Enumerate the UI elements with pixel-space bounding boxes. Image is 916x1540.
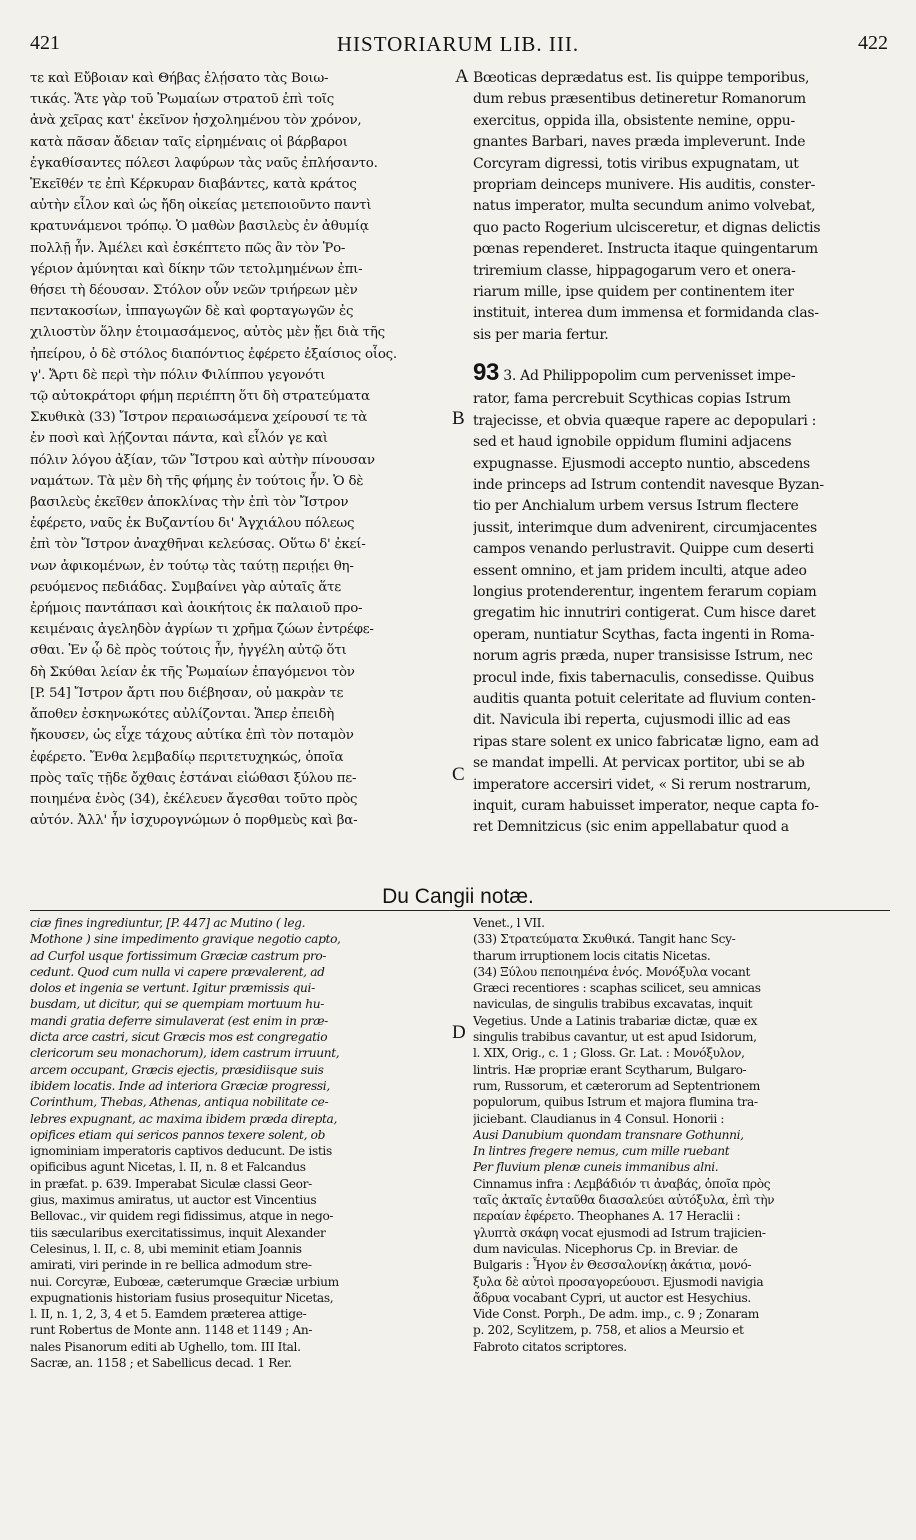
text-line: Ἐκεῖθέν τε ἐπὶ Κέρκυραν διαβάντες, κατὰ κράτος <box>30 177 357 193</box>
text-line: arcem occupant, Græcis ejectis, præsidiisque suis <box>30 1062 324 1077</box>
text-line: Venet., l VII. <box>473 916 545 930</box>
text-line: [P. 54] Ἴστρον ἄρτι που διέβησαν, οὐ μακρὰν τε <box>30 685 344 701</box>
text-line: ἐπὶ τὸν Ἴστρον ἀναχθῆναι κελεύσας. Οὕτω δ' ἐκεί- <box>30 537 366 553</box>
text-line: ἄποθεν ἐσκηνωκότες αὐλίζονται. Ἅπερ ἐπειδὴ <box>30 707 335 723</box>
text-line: αὐτὴν εἷλον καὶ ὡς ἤδη οἰκείας μετεποιοῦντο παντὶ <box>30 198 372 214</box>
text-line: ρευόμενος πεδιάδας. Συμβαίνει γὰρ αὐταῖς ἅτε <box>30 579 341 595</box>
latin-paragraph-a <box>473 68 889 346</box>
text-line: δὴ Σκύθαι λείαν ἐκ τῆς Ῥωμαίων ἐπαγόμενοι τὸν <box>30 664 355 680</box>
text-line: γλυπτὰ σκάφη vocat ejusmodi ad Istrum trajicien- <box>473 1225 766 1240</box>
text-line: ibidem locatis. Inde ad interiora Græciæ progressi, <box>30 1078 330 1093</box>
text-line: (34) Ξύλου πεποιημένα ἑνός. Μονόξυλα vocant <box>473 964 751 979</box>
text-line: πόλιν λόγου ἀξίαν, τῶν Ἴστρου καὶ αὐτὴν πίνουσαν <box>30 452 375 468</box>
text-line: sed et haud ignobile oppidum flumini adjacens <box>473 434 792 451</box>
text-line: ἐν ποσὶ καὶ λῄζονται πάντα, καὶ εἷλόν γε καὶ <box>30 431 328 447</box>
text-line: ad Curfol usque fortissimum Græciæ castrum pro- <box>30 948 327 963</box>
text-line: Mothone ) sine impedimento gravique negotio capto, <box>30 932 341 947</box>
text-line: πολλῇ ἦν. Ἀμέλει καὶ ἐσκέπτετο πῶς ἂν τὸν Ῥο- <box>30 240 346 256</box>
text-line: riarum mille, ipse quidem per continentem iter <box>473 284 794 301</box>
text-line: runt Robertus de Monte ann. 1148 et 1149 ; An- <box>30 1323 313 1338</box>
latin-section-start <box>473 360 889 389</box>
text-line: rum, Russorum, et cæterorum ad Septentrionem <box>473 1078 760 1093</box>
text-line: tharum irruptionem locis citatis Nicetas. <box>473 948 711 963</box>
text-line: busdam, ut dicitur, qui se quempiam mortuum hu- <box>30 997 324 1012</box>
text-line: ἠπείρου, ὁ δὲ στόλος διαπόντιος ἐφέρετο ἐξαίσιος οἷος. <box>30 346 397 362</box>
text-line: campos venando perlustravit. Quippe cum deserti <box>473 541 814 558</box>
greek-text-column <box>30 68 458 831</box>
text-line: expugnasse. Ejusmodi accepto nuntio, abscedens <box>473 455 810 472</box>
text-line: τε καὶ Εὔβοιαν καὶ Θήβας ἐλῄσατο τὰς Βοιω- <box>30 71 329 86</box>
text-line: ἐφέρετο, ναῦς ἐκ Βυζαντίου δι' Ἀγχιάλου πόλεως <box>30 516 355 532</box>
text-line: jiciebant. Claudianus in 4 Consul. Honorii : <box>473 1111 725 1126</box>
text-line: πεντακοσίων, ἱππαγωγῶν δὲ καὶ φορταγωγῶν ἐς <box>30 304 354 320</box>
running-header <box>0 32 916 62</box>
text-line: rator, fama percrebuit Scythicas copias Istrum <box>473 391 791 408</box>
text-line: ἐγκαθίσαντες πόλεσι λαφύρων τὰς ναῦς ἐπλήσαντο. <box>30 155 378 171</box>
text-line: ποιημένα ἑνὸς (34), ἐκέλευεν ἄγεσθαι τοῦτο πρὸς <box>30 791 358 807</box>
text-line: norum agris præda, nuper transisisse Istrum, nec <box>473 648 813 665</box>
text-line: longius protenderentur, ingentem ferarum copiam <box>473 583 817 600</box>
text-line: νων ἀφικομένων, ἐν τούτῳ τὰς ταύτῃ περιῄει θη- <box>30 558 354 574</box>
text-line: ναμάτων. Τὰ μὲν δὴ τῆς φήμης ἐν τούτοις ἦν. Ὁ δὲ <box>30 473 364 489</box>
text-line: opifices etiam qui sericos pannos texere solent, ob <box>30 1127 326 1142</box>
text-line: Corcyram digressi, totis viribus expugnatam, ut <box>473 155 799 172</box>
text-line: clericorum seu monachorum), idem castrum irruunt, <box>30 1046 340 1061</box>
text-line: procul inde, fixis tabernaculis, consedisse. Quibus <box>473 669 814 686</box>
margin-letter-c: C <box>452 764 465 785</box>
notes-title: Du Cangii notæ. <box>382 885 534 908</box>
text-line: sis per maria fertur. <box>473 326 609 343</box>
text-line: ταῖς ἀκταῖς ἐνταῦθα διασαλεύει αὐτόξυλα, ἐπὶ τὴν <box>473 1193 775 1208</box>
margin-letter-b: B <box>452 408 465 429</box>
text-line: mandi gratia deferre simulaverat (est enim in præ- <box>30 1013 328 1028</box>
text-line: jussit, interimque dum advenirent, circumjacentes <box>473 519 817 536</box>
latin-section-first-line: 3. Ad Philippopolim cum pervenisset impe- <box>503 368 796 385</box>
text-line: naviculas, de singulis trabibus excavatas, inquit <box>473 997 753 1012</box>
text-line: dolos et ingenia se vertunt. Igitur præmissis qui- <box>30 981 315 996</box>
text-line: περαίαν ἐφέρετο. Theophanes A. 17 Heraclii : <box>473 1209 741 1224</box>
text-line: lintris. Hæ propriæ erant Scytharum, Bulgaro- <box>473 1062 747 1077</box>
text-line: dum naviculas. Nicephorus Cp. in Breviar. de <box>473 1241 738 1256</box>
text-line: natus imperator, multa secundum animo volvebat, <box>473 198 816 215</box>
text-line: ciæ fines ingrediuntur, [P. 447] ac Mutino ( leg. <box>30 916 306 930</box>
text-line: gregatim hic innutriri contigerat. Cum hisce daret <box>473 605 816 622</box>
page-number-left: 421 <box>30 32 60 54</box>
text-line: gnantes Barbari, naves præda impleverunt. Inde <box>473 134 806 151</box>
text-line: se mandat impelli. At pervicax portitor, ubi se ab <box>473 755 805 772</box>
text-line: σθαι. Ἐν ᾧ δὲ πρὸς τούτοις ἦν, ἠγγέλη αὐτῷ ὅτι <box>30 643 347 659</box>
text-line: in præfat. p. 639. Imperabat Siculæ classi Geor- <box>30 1176 312 1191</box>
text-line: χιλιοστὺν ὅλην ἑτοιμασάμενος, αὐτὸς μὲν ᾔει διὰ τῆς <box>30 325 385 341</box>
text-line: l. XIX, Orig., c. 1 ; Gloss. Gr. Lat. : Μονόξυλον, <box>473 1046 745 1061</box>
text-line: ignominiam imperatoris captivos deducunt. De istis <box>30 1144 332 1159</box>
text-line: auditis quanta potuit celeritate ad fluvium conten- <box>473 690 816 707</box>
text-line: ripas stare solent ex unico fabricatæ ligno, eam ad <box>473 733 819 750</box>
text-line: dicta arce castri, sicut Græcis mos est congregatio <box>30 1030 328 1045</box>
text-line: p. 202, Scylitzem, p. 758, et alios a Meursio et <box>473 1323 744 1338</box>
notes-divider <box>30 910 890 911</box>
text-line: gius, maximus amiratus, ut auctor est Vincentius <box>30 1193 317 1208</box>
text-line: γέριον ἀμύνηται καὶ δίκην τῶν τετολμημένων ἐπι- <box>30 261 363 277</box>
text-line: dum rebus præsentibus detineretur Romanorum <box>473 91 806 108</box>
text-line: ἄδρυα vocabant Cypri, ut auctor est Hesychius. <box>473 1290 751 1305</box>
page-number-right: 422 <box>858 32 888 54</box>
latin-paragraph-b <box>473 389 889 839</box>
text-line: Fabroto citatos scriptores. <box>473 1339 627 1354</box>
text-line: propriam deinceps munivere. His auditis, conster- <box>473 177 816 194</box>
text-line: quo pacto Rogerium ulcisceretur, et dignas delictis <box>473 219 821 236</box>
text-line: Corinthum, Thebas, Athenas, antiqua nobilitate ce- <box>30 1095 329 1110</box>
text-line: opificibus agunt Nicetas, l. II, n. 8 et Falcandus <box>30 1160 306 1175</box>
text-line: expugnationis historiam fusius prosequitur Nicetas, <box>30 1290 334 1305</box>
notes-right-column <box>473 915 891 1355</box>
text-line: Vide Const. Porph., De adm. imp., c. 9 ; Zonaram <box>473 1307 759 1322</box>
text-line: cedunt. Quod cum nulla vi capere prævalerent, ad <box>30 964 325 979</box>
text-line: ἤκουσεν, ὡς εἶχε τάχους αὐτίκα ἐπὶ τὸν ποταμὸν <box>30 728 354 744</box>
text-line: amirati, viri perinde in re bellica admodum stre- <box>30 1258 312 1273</box>
text-line: Ausi Danubium quondam transnare Gothunni, <box>473 1127 744 1142</box>
text-line: Celesinus, l. II, c. 8, ubi meminit etiam Joannis <box>30 1241 302 1256</box>
text-line: Græci recentiores : scaphas scilicet, seu amnicas <box>473 981 761 996</box>
text-line: τῷ αὐτοκράτορι φήμη περιέπτη ὅτι δὴ στρατεύματα <box>30 389 370 405</box>
text-line: dit. Navicula ibi reperta, cujusmodi illic ad eas <box>473 712 791 729</box>
text-line: ἀνὰ χεῖρας κατ' ἐκεῖνον ἠσχολημένου τὸν χρόνον, <box>30 113 362 129</box>
text-line: singulis trabibus cavantur, ut est apud Isidorum, <box>473 1030 757 1045</box>
text-line: lebres expugnant, ac maxima ibidem præda direpta, <box>30 1111 337 1126</box>
latin-text-column <box>473 68 889 839</box>
text-line: γ'. Ἄρτι δὲ περὶ τὴν πόλιν Φιλίππου γεγονότι <box>30 367 326 383</box>
notes-left-column <box>30 915 454 1371</box>
text-line: Sacræ, an. 1158 ; et Sabellicus decad. 1 Rer. <box>30 1356 292 1371</box>
text-line: triremium classe, hippagogarum vero et onera- <box>473 262 796 279</box>
running-title: HISTORIARUM LIB. III. <box>336 32 580 56</box>
text-line: populorum, quibus Istrum et majora flumina tra- <box>473 1095 758 1110</box>
text-line: Bellovac., vir quidem regi fidissimus, atque in nego- <box>30 1209 334 1224</box>
text-line: ἐρήμοις παντάπασι καὶ ἀοικήτοις ἐκ παλαιοῦ προ- <box>30 601 363 617</box>
text-line: inquit, curam habuisset imperator, neque capta fo- <box>473 798 819 814</box>
text-line: In lintres fregere nemus, cum mille ruebant <box>473 1144 730 1159</box>
text-line: Bœoticas deprædatus est. Iis quippe temporibus, <box>473 70 810 86</box>
text-line: Per fluvium plenæ cuneis immanibus alni. <box>473 1160 719 1175</box>
margin-letter-a: A <box>455 66 469 87</box>
text-line: exercitus, oppida illa, obsistente nemine, oppu- <box>473 112 795 129</box>
text-line: Cinnamus infra : Λεμβάδιόν τι ἀναβάς, ὁποῖα πρὸς <box>473 1176 771 1191</box>
text-line: Σκυθικὰ (33) Ἴστρον περαιωσάμενα χείρουσί τε τὰ <box>30 410 368 426</box>
text-line: βασιλεὺς ἐκεῖθεν ἀποκλίνας τὴν ἐπὶ τὸν Ἴστρον <box>30 495 349 511</box>
text-line: imperatore accersiri videt, « Si rerum nostrarum, <box>473 776 811 793</box>
text-line: nales Pisanorum editi ab Ughello, tom. III Ital. <box>30 1339 301 1354</box>
text-line: θήσει τὴ δέουσαν. Στόλον οὖν νεῶν τριήρεων μὲν <box>30 283 358 299</box>
text-line: inde princeps ad Istrum contendit navesque Byzan- <box>473 476 824 493</box>
text-line: κατὰ πᾶσαν ἄδειαν ταῖς εἰρημέναις οἱ βάρβαροι <box>30 134 348 150</box>
text-line: πρὸς ταῖς τῇδε ὄχθαις ἑστάναι εἰώθασι ξύλου πε- <box>30 770 357 786</box>
text-line: κειμέναις ἀγεληδὸν ἀγρίων τι χρῆμα ζώων ἐντρέφε- <box>30 622 374 638</box>
text-line: τικάς. Ἅτε γὰρ τοῦ Ῥωμαίων στρατοῦ ἐπὶ τοῖς <box>30 92 335 108</box>
text-line: nui. Corcyræ, Eubœæ, cæterumque Græciæ urbium <box>30 1274 339 1289</box>
text-line: instituit, interea dum immensa et formidanda clas- <box>473 305 819 322</box>
text-line: tiis sæcularibus exercitatissimus, inquit Alexander <box>30 1225 326 1240</box>
text-line: essent omnino, et jam pridem inculti, atque adeo <box>473 562 807 579</box>
text-line: Vegetius. Unde a Latinis trabariæ dictæ, quæ ex <box>473 1013 758 1028</box>
text-line: ἐφέρετο. Ἔνθα λεμβαδίῳ περιτετυχηκώς, ὁποῖα <box>30 749 344 765</box>
text-line: tio per Anchialum urbem versus Istrum flectere <box>473 498 799 515</box>
text-line: (33) Στρατεύματα Σκυθικά. Tangit hanc Scy- <box>473 932 736 947</box>
text-line: trajecisse, et obvia quæque rapere ac depopulari : <box>473 412 817 429</box>
text-line: pœnas rependeret. Instructa itaque quingentarum <box>473 241 818 258</box>
text-line: Bulgaris : Ἦγον ἐν Θεσσαλονίκῃ ἀκάτια, μονό- <box>473 1258 752 1273</box>
text-line: ret Demnitzicus (sic enim appellabatur quod a <box>473 819 789 836</box>
text-line: κρατυνάμενοι τρόπῳ. Ὁ μαθὼν βασιλεὺς ἐν ἀθυμίᾳ <box>30 219 369 235</box>
margin-letter-d: D <box>452 1022 466 1043</box>
section-number: 93 <box>473 360 500 387</box>
text-line: αὐτόν. Ἀλλ' ἦν ἰσχυρογνώμων ὁ πορθμεὺς καὶ βα- <box>30 813 358 829</box>
text-line: operam, nuntiatur Scythas, facta ingenti in Roma- <box>473 626 815 643</box>
text-line: ξυλα δὲ αὐτοὶ προσαγορεύουσι. Ejusmodi navigia <box>473 1274 764 1289</box>
text-line: l. II, n. 1, 2, 3, 4 et 5. Eamdem præterea attige- <box>30 1307 307 1322</box>
